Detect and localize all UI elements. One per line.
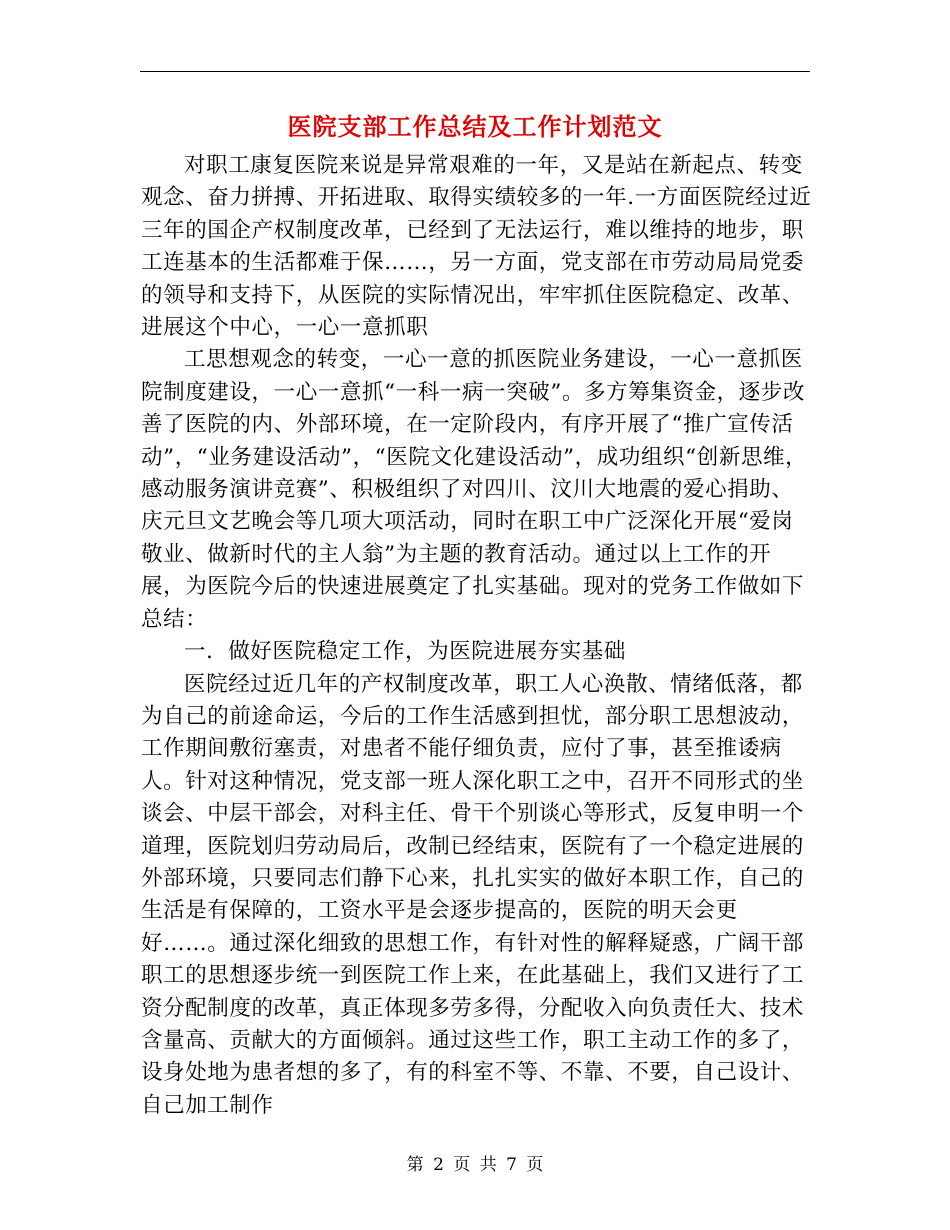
header-rule — [140, 71, 810, 72]
paragraph-2: 工思想观念的转变，一心一意的抓医院业务建设，一心一意抓医院制度建设，一心一意抓“一科一病一突破”。多方筹集资金，逐步改善了医院的内、外部环境，在一定阶段内，有序开展了“推广宣传活动”，“业务建设活动”，“医院文化建设活动”，成功组织“创新思维，感动服务演讲竞赛”、积极组织了对四川、汶川大地震的爱心捐助、庆元旦文艺晚会等几项大项活动，同时在职工中广泛深化开展“爱岗敬业、做新时代的主人翁”为主题的教育活动。通过以上工作的开展，为医院今后的快速进展奠定了扎实基础。现对的党务工作做如下总结： — [141, 347, 808, 632]
paragraph-3: 医院经过近几年的产权制度改革，职工人心涣散、情绪低落，都为自己的前途命运，今后的工作生活感到担忧，部分职工思想波动，工作期间敷衍塞责，对患者不能仔细负责，应付了事，甚至推诿病人。针对这种情况，党支部一班人深化职工之中，召开不同形式的坐谈会、中层干部会，对科主任、骨干个别谈心等形式，反复申明一个道理，医院划归劳动局后，改制已经结束，医院有了一个稳定进展的外部环境，只要同志们静下心来，扎扎实实的做好本职工作，自己的生活是有保障的，工资水平是会逐步提高的，医院的明天会更好……。通过深化细致的思想工作，有针对性的解释疑惑，广阔干部职工的思想逐步统一到医院工作上来，在此基础上，我们又进行了工资分配制度的改革，真正体现多劳多得，分配收入向负责任大、技术含量高、贡献大的方面倾斜。通过这些工作，职工主动工作的多了，设身处地为患者想的多了，有的科室不等、不靠、不要，自己设计、自己加工制作 — [141, 671, 805, 1118]
document-body — [141, 150, 813, 1122]
page-number-footer: 第 2 页 共 7 页 — [406, 1155, 544, 1175]
paragraph-1: 对职工康复医院来说是异常艰难的一年，又是站在新起点、转变观念、奋力拼搏、开拓进取、取得实绩较多的一年.一方面医院经过近三年的国企产权制度改革，已经到了无法运行，难以维持的地步，职工连基本的生活都难于保……，另一方面，党支部在市劳动局局党委的领导和支持下，从医院的实际情况出，牢牢抓住医院稳定、改革、进展这个中心，一心一意抓职 — [141, 153, 812, 341]
section-heading: 一．做好医院稳定工作，为医院进展夯实基础 — [184, 639, 627, 665]
document-title: 医院支部工作总结及工作计划范文 — [287, 112, 663, 141]
